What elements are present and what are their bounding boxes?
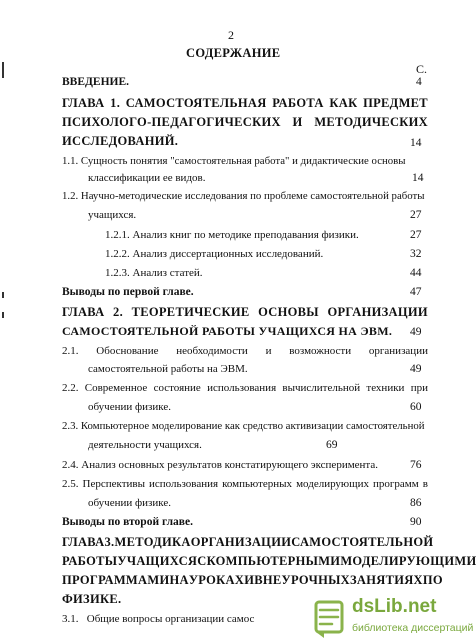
toc-ch2-line2: САМОСТОЯТЕЛЬНОЙ РАБОТЫ УЧАЩИХСЯ НА ЭВМ. [62,324,393,338]
toc-s22-line2: обучении физике. [88,401,171,413]
toc-s21-line2: самостоятельной работы на ЭВМ. [88,363,248,375]
toc-intro-label: ВВЕДЕНИЕ. [62,76,130,88]
toc-concl2-label: Выводы по второй главе. [62,516,193,528]
toc-s21-page: 49 [410,363,422,375]
toc-concl1-page: 47 [410,286,422,298]
toc-ch1-line1: ГЛАВА 1. САМОСТОЯТЕЛЬНАЯ РАБОТА КАК ПРЕДМЕТ [62,96,428,110]
toc-s121-page: 27 [410,229,422,241]
toc-concl1-label: Выводы по первой главе. [62,286,194,298]
toc-s12-line1: 1.2. Научно-методические исследования по проблеме самостоятельной работы [62,190,425,202]
toc-ch3-line4: ФИЗИКЕ. [62,592,122,606]
toc-title: СОДЕРЖАНИЕ [186,46,281,60]
toc-s122-page: 32 [410,248,422,260]
toc-ch1-page: 14 [410,137,422,149]
toc-ch2-line1: ГЛАВА 2. ТЕОРЕТИЧЕСКИЕ ОСНОВЫ ОРГАНИЗАЦИИ [62,305,428,319]
toc-ch2-page: 49 [410,326,422,338]
toc-s11-line1: 1.1. Сущность понятия "самостоятельная работа" и дидактические основы [62,155,406,167]
toc-s12-line2: учащихся. [88,209,137,221]
toc-s25-line2: обучении физике. [88,497,171,509]
toc-intro-page: 4 [416,76,422,88]
toc-s123-text: 1.2.3. Анализ статей. [105,267,203,279]
toc-s121-text: 1.2.1. Анализ книг по методике преподавания физики. [105,229,359,241]
toc-s122-text: 1.2.2. Анализ диссертационных исследований. [105,248,324,260]
watermark [300,592,474,644]
toc-concl2-page: 90 [410,516,422,528]
toc-s21-line1: 2.1. Обоснование необходимости и возможности организации [62,345,428,357]
toc-s23-page: 69 [326,439,338,451]
watermark-brand: dsLib.net [352,596,437,617]
toc-s23-line1: 2.3. Компьютерное моделирование как средство активизации самостоятельной [62,420,425,432]
toc-ch3-line3: ПРОГРАММАМИ НА УРОКАХ И ВНЕУРОЧНЫХ ЗАНЯТИЯХ ПО [62,573,443,587]
toc-ch1-line2: ПСИХОЛОГО-ПЕДАГОГИЧЕСКИХ И МЕТОДИЧЕСКИХ [62,115,428,129]
watermark-caption: библиотека диссертаций [352,622,474,634]
toc-s22-page: 60 [410,401,422,413]
toc-s24-text: 2.4. Анализ основных результатов констатирующего эксперимента. [62,459,379,471]
toc-s123-page: 44 [410,267,422,279]
scan-mark [2,292,4,298]
toc-ch1-line3: ИССЛЕДОВАНИЙ. [62,134,179,148]
toc-s25-line1: 2.5. Перспективы использования компьютерных моделирующих программ в [62,478,428,490]
toc-s24-page: 76 [410,459,422,471]
scan-mark [2,312,4,318]
page-number: 2 [228,28,234,42]
library-logo-icon [310,598,350,640]
toc-ch3-line1: ГЛАВА 3. МЕТОДИКА ОРГАНИЗАЦИИ САМОСТОЯТЕЛЬНОЙ [62,535,434,549]
toc-s12-page: 27 [410,209,422,221]
toc-s23-line2: деятельности учащихся. [88,439,202,451]
toc-s31-text: 3.1. Общие вопросы организации самос [62,613,255,625]
toc-ch3-line2: РАБОТЫ УЧАЩИХСЯ С КОМПЬЮТЕРНЫМИ МОДЕЛИРУЮЩИМИ [62,554,476,568]
page-column-label: С. [416,62,428,76]
toc-s11-page: 14 [412,172,424,184]
toc-s22-line1: 2.2. Современное состояние использования вычислительной техники при [62,382,428,394]
scan-mark [2,62,4,78]
toc-s11-line2: классификации ее видов. [88,172,206,184]
toc-s25-page: 86 [410,497,422,509]
